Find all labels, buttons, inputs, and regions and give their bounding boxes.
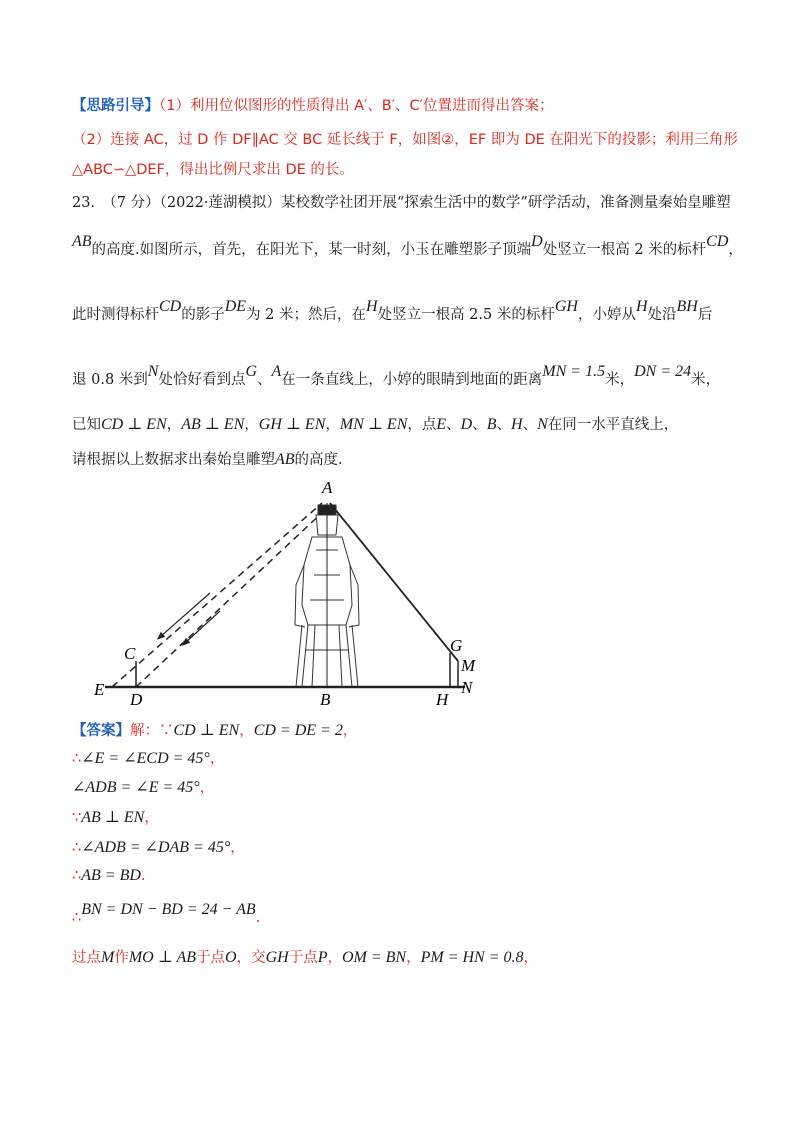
problem-line-6 <box>72 450 343 470</box>
label-B: B <box>320 690 331 709</box>
math-MN-perp-EN: MN ⊥ EN <box>339 416 408 433</box>
problem-text: 退 0.8 米到 <box>72 372 148 388</box>
problem-text: 在一条直线上，小婷的眼睛到地面的距离 <box>281 372 543 388</box>
math-AB: AB <box>72 233 92 250</box>
answer-text: . <box>140 868 146 884</box>
problem-text: 、 <box>446 417 461 433</box>
math-H: H <box>511 416 523 433</box>
hint-line-1 <box>72 96 553 116</box>
therefore-symbol: ∴ <box>72 868 82 884</box>
math-H: H <box>635 298 648 315</box>
problem-text: 、 <box>472 417 487 433</box>
math-CD-eq-DE: CD = DE = 2 <box>253 722 343 739</box>
math-D: D <box>460 416 473 433</box>
answer-tag: 【答案】 <box>72 722 130 739</box>
math-angle-ADB: ∠ADB = ∠E = 45° <box>72 779 200 796</box>
math-D: D <box>531 233 543 250</box>
answer-text: ， <box>239 723 254 739</box>
problem-line-3 <box>72 298 713 325</box>
because-symbol: ∵ <box>72 810 82 826</box>
problem-text: 的高度.如图所示，首先，在阳光下，某一时刻，小玉在雕塑影子顶端 <box>91 242 532 258</box>
problem-text: 处恰好看到点 <box>158 372 246 388</box>
problem-text: 后 <box>697 307 713 323</box>
problem-line-5 <box>72 415 678 435</box>
answer-text: ， <box>144 810 159 826</box>
math-angle-DAB: ∠ADB = ∠DAB = 45° <box>81 839 231 856</box>
problem-text: 、 <box>257 372 272 388</box>
answer-line-5 <box>72 838 245 858</box>
answer-text: 于点 <box>196 950 226 966</box>
math-PM-eq-HN: PM = HN = 0.8 <box>420 949 524 966</box>
math-GH-perp-EN: GH ⊥ EN <box>258 416 326 433</box>
arrow-ray-1 <box>160 593 210 637</box>
answer-line-2 <box>72 749 224 769</box>
math-BH: BH <box>676 298 698 315</box>
math-A: A <box>271 363 282 380</box>
math-N: N <box>537 416 548 433</box>
math-OM-eq-BN: OM = BN <box>341 949 407 966</box>
answer-line-1 <box>72 721 357 741</box>
answer-line-7 <box>72 900 261 926</box>
math-H: H <box>366 298 378 315</box>
problem-text: ，点 <box>407 417 437 433</box>
answer-text: ， <box>523 950 539 966</box>
math-B: B <box>486 416 497 433</box>
problem-text: 、 <box>496 417 511 433</box>
statue-geometry-figure <box>90 475 490 710</box>
problem-text: 已知 <box>72 417 101 433</box>
answer-text: ， <box>327 950 342 966</box>
math-AB-perp-EN: AB ⊥ EN <box>81 809 145 826</box>
problem-text: ， <box>244 417 259 433</box>
math-GH: GH <box>265 949 289 966</box>
math-AB: AB <box>275 451 295 468</box>
label-H: H <box>436 690 449 709</box>
answer-text: ， <box>209 751 225 767</box>
problem-line-4 <box>72 363 721 390</box>
problem-text: 在同一水平直线上， <box>547 417 679 433</box>
problem-text: 米， <box>605 372 635 388</box>
problem-text: 处沿 <box>647 307 677 323</box>
math-angle-E: ∠E = ∠ECD = 45° <box>81 750 210 767</box>
sun-ray-EC <box>112 503 322 687</box>
answer-text: 于点 <box>288 950 318 966</box>
math-CD-perp-EN: CD ⊥ EN <box>173 722 240 739</box>
answer-line-8 <box>72 948 538 968</box>
problem-text: 为 2 米；然后，在 <box>246 307 367 323</box>
math-CD: CD <box>159 298 182 315</box>
label-N: N <box>461 678 473 697</box>
math-M: M <box>101 949 115 966</box>
math-BN: BN = DN − BD = 24 − AB <box>81 901 256 918</box>
problem-text: 此时测得标杆 <box>72 307 159 323</box>
hint-line-2: （2）连接 AC，过 D 作 DF∥AC 交 BC 延长线于 F，如图②，EF 即为 DE 在阳光下的投影；利用三角形 <box>72 132 738 148</box>
problem-text: 处竖立一根高 2 米的标杆 <box>542 242 707 258</box>
problem-text: 米， <box>691 372 721 388</box>
answer-text: ， <box>342 723 358 739</box>
answer-text: . <box>255 910 261 926</box>
problem-text: 、 <box>522 417 538 433</box>
arrow-ray-2 <box>185 611 220 643</box>
label-A: A <box>322 478 333 497</box>
therefore-symbol: ∴ <box>72 910 82 926</box>
answer-line-6 <box>72 866 146 886</box>
problem-text: ， <box>325 417 340 433</box>
problem-text: 处竖立一根高 2.5 米的标杆 <box>377 307 555 323</box>
math-MN: MN = 1.5 <box>542 363 606 380</box>
label-E: E <box>94 680 105 699</box>
hint-tag: 【思路引导】 <box>72 98 159 114</box>
math-CD-perp-EN: CD ⊥ EN <box>101 416 167 433</box>
problem-text: ，小婷从 <box>577 307 636 323</box>
problem-text: ， <box>166 417 182 433</box>
hint-text-1: （1）利用位似图形的性质得出 A′、B′、C′位置进而得出答案； <box>159 98 554 114</box>
answer-line-4 <box>72 808 159 828</box>
math-DE: DE <box>224 298 247 315</box>
therefore-symbol: ∴ <box>72 840 82 856</box>
problem-text: 的高度. <box>294 452 343 468</box>
hint-line-3: △ABC∽△DEF，得出比例尺求出 DE 的长。 <box>72 162 354 178</box>
answer-text: 作 <box>114 950 129 966</box>
sun-ray-DA <box>136 509 326 687</box>
math-O: O <box>225 949 237 966</box>
math-E: E <box>436 416 447 433</box>
math-G: G <box>245 363 258 380</box>
answer-text: 过点 <box>72 950 101 966</box>
answer-text: ， <box>230 840 245 856</box>
problem-text: 请根据以上数据求出秦始皇雕塑 <box>72 452 275 468</box>
therefore-symbol: ∴ <box>72 751 82 767</box>
answer-line-3 <box>72 778 214 798</box>
label-M: M <box>461 656 476 675</box>
label-G: G <box>450 636 463 655</box>
math-DN: DN = 24 <box>634 363 692 380</box>
math-P: P <box>317 949 328 966</box>
math-AB-perp-EN: AB ⊥ EN <box>181 416 245 433</box>
math-AB-eq-BD: AB = BD <box>81 867 141 884</box>
math-MO-perp-AB: MO ⊥ AB <box>128 949 197 966</box>
because-symbol: ∵ <box>159 723 174 739</box>
label-D: D <box>130 690 143 709</box>
segment-AGM <box>330 503 458 661</box>
answer-text: ， <box>199 780 215 796</box>
math-N: N <box>147 363 159 380</box>
math-GH: GH <box>554 298 578 315</box>
math-CD: CD <box>706 233 729 250</box>
problem-line-1: 23. （7 分）（2022·莲湖模拟）某校数学社团开展“探索生活中的数学”研学活动，准备测量秦始皇雕塑 <box>72 195 731 211</box>
answer-text: 解： <box>130 723 159 739</box>
answer-text: ， <box>406 950 421 966</box>
problem-line-2 <box>72 233 743 260</box>
problem-text: 的影子 <box>181 307 225 323</box>
label-C: C <box>124 644 136 663</box>
answer-text: ，交 <box>236 950 266 966</box>
problem-text: ， <box>728 242 743 258</box>
